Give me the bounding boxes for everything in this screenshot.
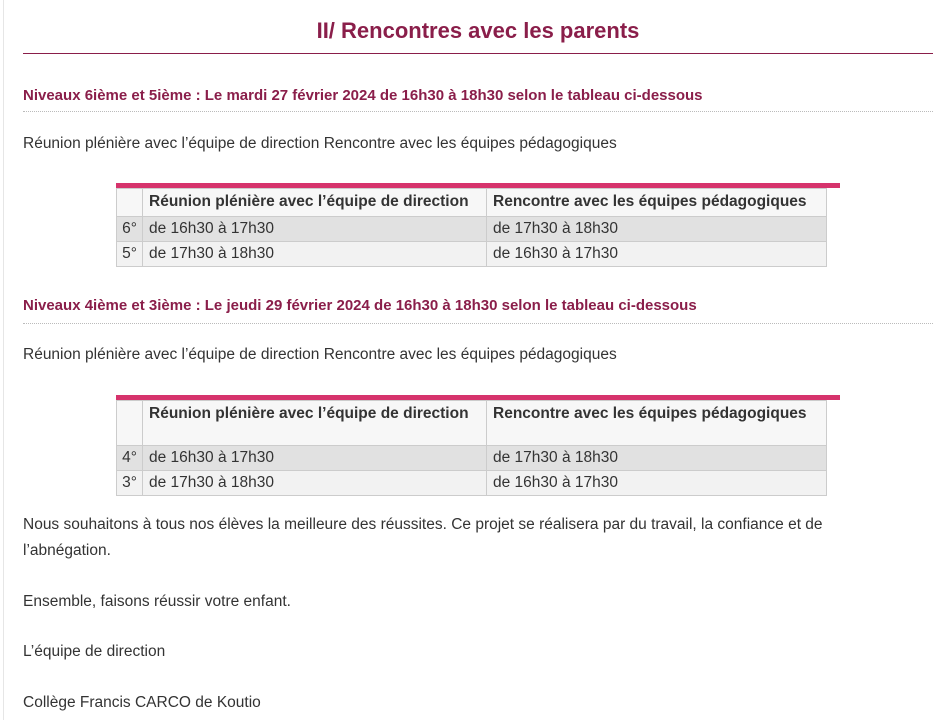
section-intro: Réunion plénière avec l’équipe de direction Rencontre avec les équipes pédagogiques <box>23 346 617 363</box>
school-name: Collège Francis CARCO de Koutio <box>23 694 261 711</box>
table-row <box>117 471 827 496</box>
rencontre-time-cell: de 17h30 à 18h30 <box>487 217 827 242</box>
pleniere-time-cell: de 16h30 à 17h30 <box>143 217 487 242</box>
signature: L’équipe de direction <box>23 643 166 660</box>
section-heading-6e-5e: Niveaux 6ième et 5ième : Le mardi 27 février 2024 de 16h30 à 18h30 selon le tableau ci-dessous <box>23 87 703 104</box>
table-corner-cell <box>117 189 143 217</box>
pleniere-time-cell: de 17h30 à 18h30 <box>143 242 487 267</box>
section-divider <box>23 323 933 324</box>
page-title: II/ Rencontres avec les parents <box>316 18 640 43</box>
section-heading-4e-3e: Niveaux 4ième et 3ième : Le jeudi 29 février 2024 de 16h30 à 18h30 selon le tableau ci-dessous <box>23 297 697 314</box>
level-cell: 5° <box>117 242 143 267</box>
closing-wish: Nous souhaitons à tous nos élèves la meilleure des réussites. Ce projet se réalisera par du travail, la confiance et de l’abnégation. <box>23 516 823 559</box>
table-header-pleniere: Réunion plénière avec l’équipe de direction <box>143 401 487 446</box>
table-row <box>117 446 827 471</box>
level-cell: 4° <box>117 446 143 471</box>
rencontre-time-cell: de 16h30 à 17h30 <box>487 471 827 496</box>
table-header-rencontre: Rencontre avec les équipes pédagogiques <box>487 401 827 446</box>
table-row <box>117 242 827 267</box>
table-header-pleniere: Réunion plénière avec l’équipe de direction <box>143 189 487 217</box>
table-corner-cell <box>117 401 143 446</box>
level-cell: 3° <box>117 471 143 496</box>
title-divider <box>23 53 933 54</box>
level-cell: 6° <box>117 217 143 242</box>
rencontre-time-cell: de 17h30 à 18h30 <box>487 446 827 471</box>
section-intro: Réunion plénière avec l’équipe de direction Rencontre avec les équipes pédagogiques <box>23 135 617 152</box>
pleniere-time-cell: de 17h30 à 18h30 <box>143 471 487 496</box>
page-left-border <box>3 0 4 720</box>
pleniere-time-cell: de 16h30 à 17h30 <box>143 446 487 471</box>
closing-motto: Ensemble, faisons réussir votre enfant. <box>23 593 291 610</box>
table-row <box>117 217 827 242</box>
rencontre-time-cell: de 16h30 à 17h30 <box>487 242 827 267</box>
table-header-rencontre: Rencontre avec les équipes pédagogiques <box>487 189 827 217</box>
table-header-row <box>117 401 827 446</box>
section-divider <box>23 111 933 112</box>
table-header-row <box>117 189 827 217</box>
